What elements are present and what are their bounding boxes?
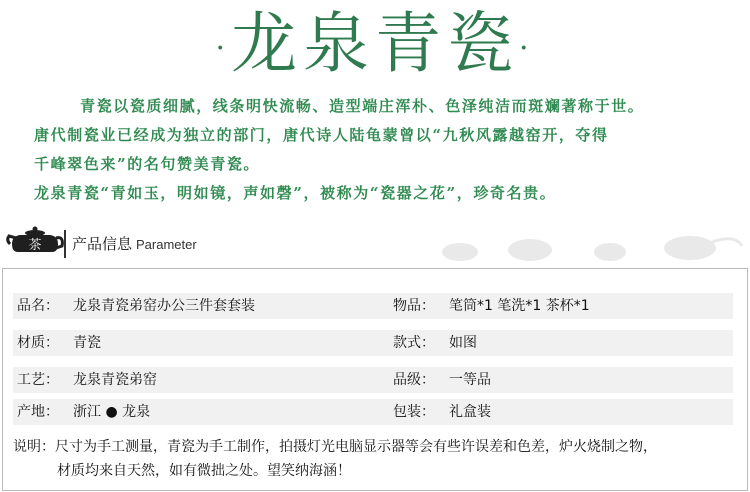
note-label: 说明： — [13, 439, 55, 455]
table-row — [13, 367, 733, 393]
table-row — [13, 293, 733, 319]
teapot-logo-icon — [6, 222, 64, 260]
field-label: 包装： — [393, 404, 435, 420]
intro-line: 龙泉青瓷“青如玉，明如镜，声如磬”，被称为“瓷器之花”，珍奇名贵。 — [34, 184, 557, 202]
intro-line: 青瓷以瓷质细腻，线条明快流畅、造型端庄浑朴、色泽纯洁而斑斓著称于世。 — [80, 97, 645, 115]
title-dot-left: · — [215, 31, 231, 66]
note-line — [13, 435, 733, 459]
field-value: 龙泉青瓷弟窑 — [73, 372, 157, 388]
intro-text — [34, 92, 734, 208]
note-line: 材质均来自天然，如有微拙之处。望笑纳海涵！ — [57, 463, 351, 479]
field-value: 浙江 ● 龙泉 — [73, 404, 151, 420]
note-block — [13, 435, 733, 483]
field-label: 品级： — [393, 372, 435, 388]
product-info-table — [2, 268, 748, 491]
parameter-label — [64, 230, 197, 258]
parameter-label-en: Parameter — [136, 237, 197, 252]
parameter-label-cn: 产品信息 — [72, 235, 133, 253]
page-title — [0, 4, 750, 89]
table-row — [13, 399, 733, 425]
title-dot-right: · — [519, 31, 535, 66]
field-label: 物品： — [393, 298, 435, 314]
note-text: 尺寸为手工测量，青瓷为手工制作，拍摄灯光电脑显示器等会有些许误差和色差，炉火烧制之物， — [55, 439, 657, 455]
field-label: 材质： — [17, 335, 59, 351]
table-row — [13, 330, 733, 356]
intro-line: 千峰翠色来”的名句赞美青瓷。 — [34, 155, 261, 173]
field-value: 如图 — [449, 335, 477, 351]
field-value: 笔筒*1 笔洗*1 茶杯*1 — [449, 298, 590, 314]
field-value: 青瓷 — [73, 335, 101, 351]
field-label: 工艺： — [17, 372, 59, 388]
field-label: 款式： — [393, 335, 435, 351]
field-value: 龙泉青瓷弟窑办公三件套套装 — [73, 298, 255, 314]
field-label: 产地： — [17, 404, 59, 420]
decorative-teaware-icon — [420, 224, 750, 264]
parameter-header — [0, 220, 750, 264]
field-value: 礼盒装 — [449, 404, 491, 420]
field-label: 品名： — [17, 298, 59, 314]
intro-line: 唐代制瓷业已经成为独立的部门，唐代诗人陆龟蒙曾以“九秋风露越窑开，夺得 — [34, 126, 609, 144]
field-value: 一等品 — [449, 372, 491, 388]
teapot-logo-char: 茶 — [28, 238, 42, 253]
title-text: 龙泉青瓷 — [231, 5, 519, 82]
